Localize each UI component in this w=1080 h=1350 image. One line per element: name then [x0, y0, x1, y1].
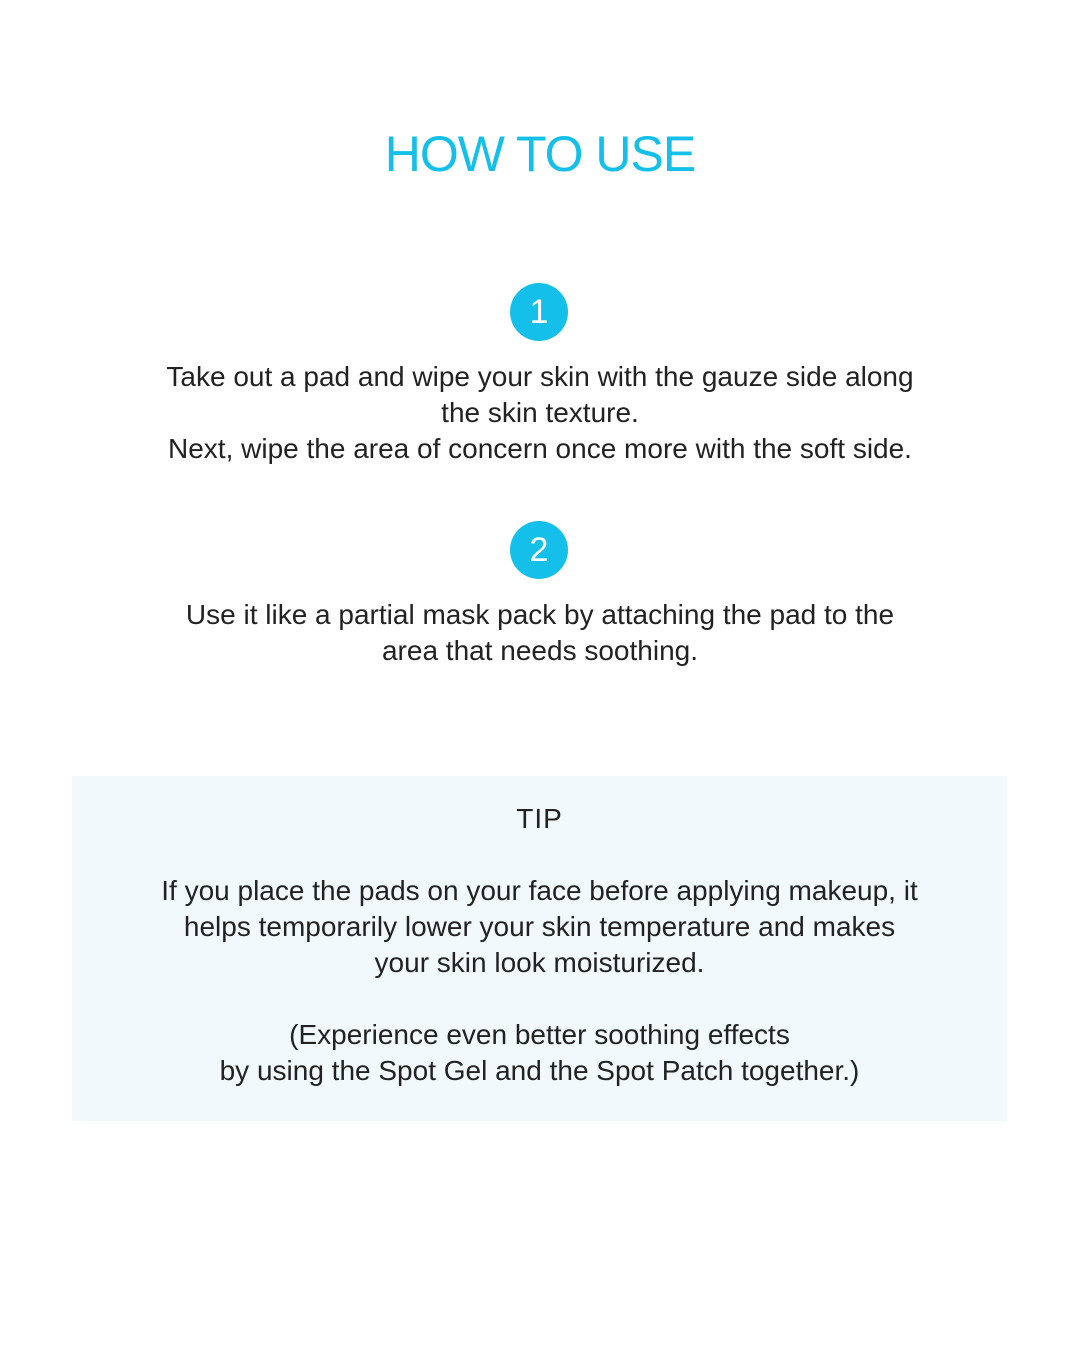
step-1-line: the skin texture. [441, 397, 639, 428]
tip-box [72, 776, 1007, 1121]
step-2-line: Use it like a partial mask pack by attaching the pad to the [185, 599, 895, 630]
tip-body [72, 873, 1007, 981]
step-1-line: Take out a pad and wipe your skin with the gauze side along [166, 361, 914, 392]
page-title: HOW TO USE [384, 126, 696, 182]
tip-body-line: your skin look moisturized. [374, 947, 705, 978]
tip-note-line: by using the Spot Gel and the Spot Patch together.) [219, 1055, 860, 1086]
tip-title: TIP [516, 803, 563, 834]
step-2-line: area that needs soothing. [381, 635, 698, 666]
step-2-number-badge: 2 [510, 521, 568, 579]
step-2-instructions [90, 597, 990, 669]
step-1-number-badge: 1 [510, 283, 568, 341]
tip-body-line: helps temporarily lower your skin temperature and makes [183, 911, 896, 942]
tip-note [72, 1017, 1007, 1089]
step-1-instructions [90, 359, 990, 467]
step-1-line: Next, wipe the area of concern once more with the soft side. [168, 433, 912, 464]
tip-body-line: If you place the pads on your face before applying makeup, it [161, 875, 918, 906]
tip-note-line: (Experience even better soothing effects [289, 1019, 790, 1050]
